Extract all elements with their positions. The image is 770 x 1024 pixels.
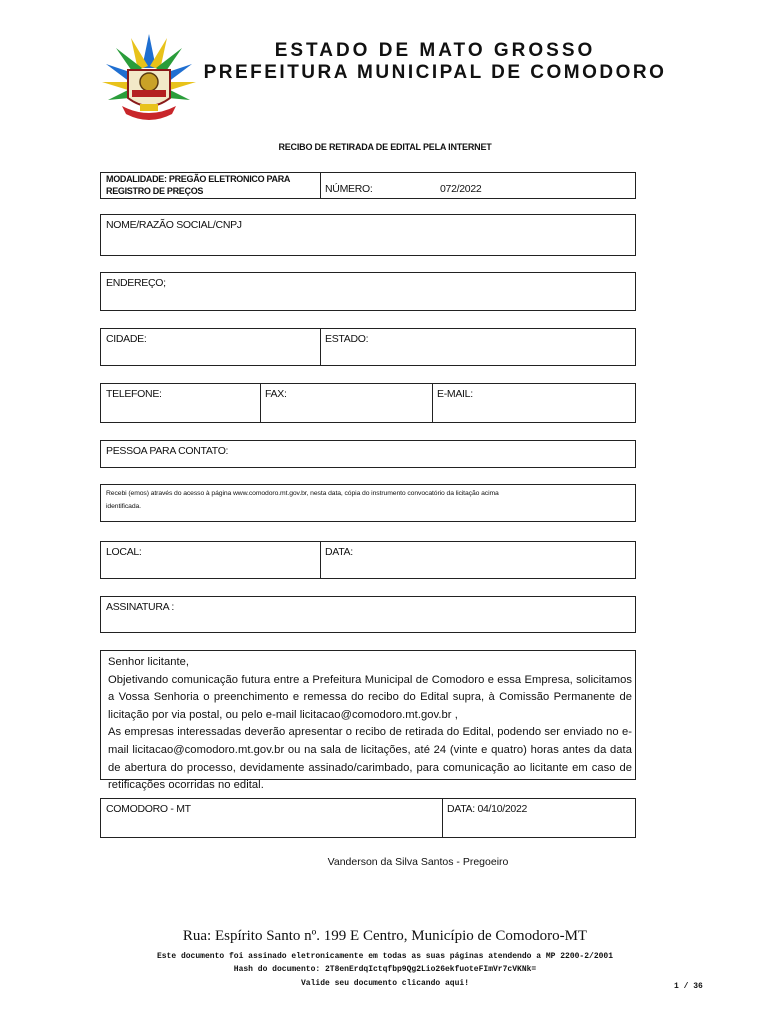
estado-label: ESTADO: [325,333,369,345]
recebi-line2: identificada. [106,503,141,510]
notice-paragraph-2: As empresas interessadas deverão apresentar o recibo de retirada do Edital, podendo ser enviado no e-mail licitacao@comodoro.mt.gov.br ou na sala de licitações, até 24 (vinte e quatro) horas antes da data de abertura do processo, devidamente assinado/carimbado, para comunicação ao licitante em caso de retificações ocorridas no edital. [108,726,632,792]
signatory-name: Vanderson da Silva Santos - Pregoeiro [327,856,509,868]
nome-label: NOME/RAZÃO SOCIAL/CNPJ [106,219,242,231]
recebi-line1: Recebi (emos) através do acesso à página www.comodoro.mt.gov.br, nesta data, cópia do instrumento convocatório da licitação acima [106,490,499,497]
local-label: LOCAL: [106,546,142,558]
data-label: DATA: [325,546,353,558]
fax-email-divider [432,383,433,423]
signature-notice: Este documento foi assinado eletronicamente em todas as suas páginas atendendo a MP 2200-2/2001 [156,952,614,961]
modalidade-divider [320,172,321,199]
fax-label: FAX: [265,388,287,400]
document-hash: Hash do documento: 2T8enErdqIctqfbp9Qg2Lio26ekfuoteFImVr7cVKNk= [233,965,537,974]
cidade-estado-divider [320,328,321,366]
cidade-label: CIDADE: [106,333,147,345]
telefone-fax-divider [260,383,261,423]
assinatura-label: ASSINATURA : [106,601,174,613]
local-data-divider [320,541,321,579]
notice-text [108,654,632,795]
receipt-title: RECIBO DE RETIRADA DE EDITAL PELA INTERNET [278,142,492,152]
telefone-label: TELEFONE: [106,388,162,400]
notice-paragraph-1: Objetivando comunicação futura entre a Prefeitura Municipal de Comodoro e essa Empresa, solicitamos a Vossa Senhoria o preenchimento e remessa do recibo do Edital supra, à Comissão Permanente de licitação por via postal, ou pelo e-mail licitacao@comodoro.mt.gov.br , [108,673,632,721]
local-data-row [100,541,636,579]
modalidade-label-line2: REGISTRO DE PREÇOS [106,186,204,196]
modalidade-label-line1: MODALIDADE: PREGÃO ELETRONICO PARA [106,174,291,184]
contato-label: PESSOA PARA CONTATO: [106,445,229,457]
closing-city: COMODORO - MT [106,803,191,815]
contact-row [100,383,636,423]
validate-document-link[interactable]: Valide seu documento clicando aqui! [300,979,470,988]
assinatura-field[interactable] [100,596,636,633]
email-label: E-MAIL: [437,388,473,400]
numero-value: 072/2022 [440,183,482,195]
endereco-label: ENDEREÇO; [106,277,166,289]
numero-label: NÚMERO: [325,183,373,195]
notice-greeting: Senhor licitante, [108,656,190,668]
endereco-field[interactable] [100,272,636,311]
header-state-name: ESTADO DE MATO GROSSO [274,40,596,61]
closing-divider [442,798,443,838]
footer-address: Rua: Espírito Santo nº. 199 E Centro, Município de Comodoro-MT [182,928,588,944]
comodoro-coat-of-arms-icon [96,28,202,130]
closing-date: DATA: 04/10/2022 [447,803,528,815]
header-prefecture-name: PREFEITURA MUNICIPAL DE COMODORO [203,62,667,83]
page-number: 1 / 36 [674,982,703,991]
